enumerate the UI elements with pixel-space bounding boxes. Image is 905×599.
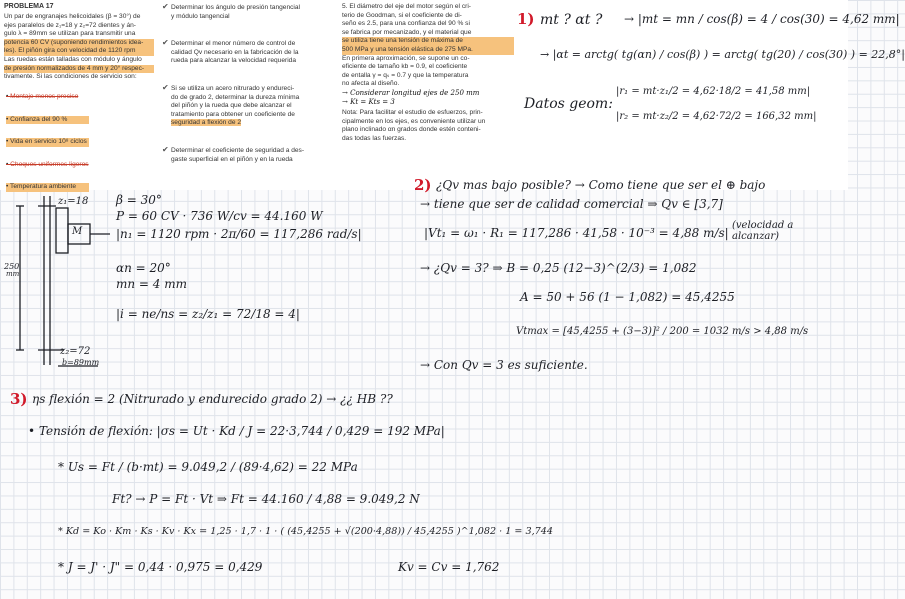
s1-r2: |r₂ = mt·z₂/2 = 4,62·72/2 = 166,32 mm| — [616, 111, 817, 122]
condition-item: • Choques uniformes ligeros — [6, 161, 89, 170]
data-beta: β = 30° — [116, 193, 162, 207]
task-item: ✔ Determinar el coeficiente de seguridad a des- gaste superficial en el piñón y en la rueda — [162, 144, 305, 163]
fig-length-unit: mm — [6, 270, 20, 278]
s3-us: * Us = Ft / (b·mt) = 9.049,2 / (89·4,62) = 22 MPa — [58, 460, 358, 474]
s2-velocity-note: (velocidad a alcanzar) — [732, 220, 794, 242]
s3-kv: Kv = Cv = 1,762 — [398, 560, 500, 574]
s2-qv3: → ¿Qv = 3? ⇒ B = 0,25 (12−3)^(2/3) = 1,082 — [420, 261, 697, 275]
task-item: ✔ Determinar los ángulo de presión tangencial y módulo tangencial — [162, 2, 301, 20]
data-ratio: |i = ne/ns = z₂/z₁ = 72/18 = 4| — [116, 307, 300, 321]
data-n1: |n₁ = 1120 rpm · 2π/60 = 117,286 rad/s| — [116, 227, 362, 241]
condition-item: • Montaje menos preciso — [6, 93, 89, 102]
data-alpha-n: αn = 20° — [116, 261, 171, 275]
s2-A: A = 50 + 56 (1 − 1,082) = 45,4255 — [520, 290, 735, 304]
checkmark-icon: ✔ — [162, 2, 169, 11]
data-mn: mn = 4 mm — [116, 277, 187, 291]
condition-item: • Vida en servicio 10⁸ ciclos — [6, 138, 89, 147]
checkmark-icon: ✔ — [162, 38, 169, 48]
problem-statement: Un par de engranajes helicoidales (β = 30°) de ejes paralelos de z₁=18 y z₂=72 dientes y án- gulo λ = 89mm se utilizan para transmitir una potencia 60 CV (suponiendo rendimientos idea- les). El piñón gira con velocidad de 1120 rpm Las ruedas están talladas con módulo y ángulo de presión normalizados de 4 mm y 20° respec- tivamente. Si las condiciones de servicio son: — [4, 13, 154, 82]
s2-vmax: Vtmax = [45,4255 + (3−3)]² / 200 = 1032 m/s > 4,88 m/s — [516, 326, 809, 337]
s1-question: mt ? αt ? — [540, 12, 603, 28]
fig-motor-label: M — [72, 226, 83, 237]
s2-question: ¿Qv mas bajo posible? → Como tiene que ser el ⊕ bajo — [436, 178, 766, 192]
data-power: P = 60 CV · 736 W/cv = 44.160 W — [116, 209, 323, 223]
fig-z1-label: z₁=18 — [58, 196, 89, 207]
s2-conclusion: → Con Qv = 3 es suficiente. — [420, 358, 588, 372]
fig-z2-label: z₂=72 — [60, 346, 91, 357]
s1-at-formula: → |αt = arctg( tg(αn) / cos(β) ) = arctg( tg(20) / cos(30) ) = 22,8°| — [540, 48, 905, 61]
s2-velocity: |Vt₁ = ω₁ · R₁ = 117,286 · 41,58 · 10⁻³ = 4,88 m/s| — [424, 226, 729, 240]
s1-r1: |r₁ = mt·z₁/2 = 4,62·18/2 = 41,58 mm| — [616, 86, 811, 97]
fig-b-label: b=89mm — [62, 358, 100, 367]
task-item: ✔ Determinar el menor número de control de calidad Qv necesario en la fabricación de la rueda para alcanzar la velocidad requerida — [162, 38, 299, 65]
s3-question: ηs flexión = 2 (Nitrurado y endurecido grado 2) → ¿¿ HB ?? — [32, 392, 393, 406]
s1-geom-label: Datos geom: — [524, 96, 613, 112]
checkmark-icon: ✔ — [162, 144, 169, 154]
item5-text: 5. El diámetro del eje del motor según el cri- terio de Goodman, si el coeficiente de di- seño es 2.5, para una confianza del 90 % si se fabrica por mecanizado, y el material que se utiliza tiene una tensión de máxima de 500 MPa y una tensión elástica de 275 MPa. En primera aproximación, se supone un co- eficiente de tamaño kb = 0.9, el coeficiente de entalla γ = qₛ = 0.7 y que la temperatura no afecta al diseño. → Considerar longitud ejes de 250 mm → Kt = Kts = 3 Nota: Para facilitar el estudio de esfuerzos, prin- cipalmente en los ejes, es conveniente utilizar un plano inclinado αn grados donde estén conteni- das todas las fuerzas. — [342, 3, 514, 144]
s2-question-2: → tiene que ser de calidad comercial ⇒ Qv ∈ [3,7] — [420, 197, 723, 211]
section-1-number: 1) — [517, 10, 535, 28]
s3-bending-stress: • Tensión de flexión: |σs = Ut · Kd / J = 22·3,744 / 0,429 = 192 MPa| — [28, 424, 445, 438]
condition-item: • Temperatura ambiente — [6, 183, 89, 192]
s1-mt-formula: → |mt = mn / cos(β) = 4 / cos(30) = 4,62 mm| — [624, 12, 900, 26]
task-item: ✔ Si se utiliza un acero nitrurado y endureci- do de grado 2, determinar la dureza mínima del piñón y la rueda que debe alcanzar el tratamiento para obtener un coeficiente de seguridad a flexión de 2 — [162, 82, 300, 127]
section-3-number: 3) — [10, 390, 28, 408]
s3-ft: Ft? → P = Ft · Vt ⇒ Ft = 44.160 / 4,88 = 9.049,2 N — [112, 492, 420, 506]
problem-title: PROBLEMA 17 — [4, 3, 54, 10]
checkmark-icon: ✔ — [162, 82, 169, 92]
section-2-number: 2) — [414, 176, 432, 194]
s3-kd: * Kd = Ko · Km · Ks · Kv · Kx = 1,25 · 1,7 · 1 · ( (45,4255 + √(200·4,88)) / 45,4255 )^1,082 · 1 = 3,744 — [58, 526, 553, 537]
s3-j: * J = J' · J" = 0,44 · 0,975 = 0,429 — [58, 560, 263, 574]
fig-length-label: 250 — [4, 262, 20, 271]
condition-item: • Confianza del 90 % — [6, 116, 89, 125]
